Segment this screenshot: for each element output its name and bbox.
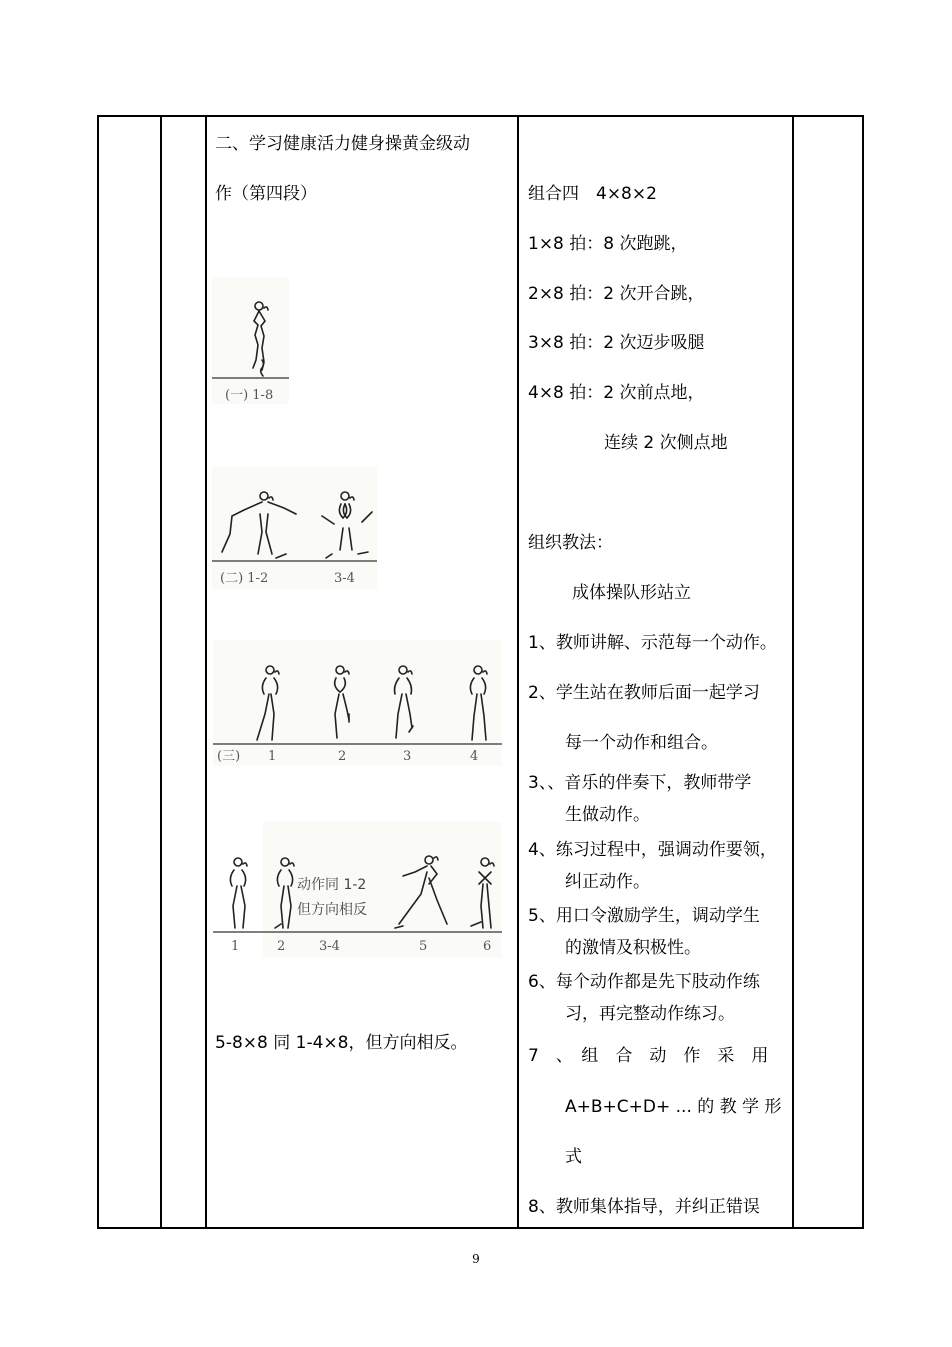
step-2-line1: 2、学生站在教师后面一起学习 [528, 683, 760, 703]
step-3-line2: 生做动作。 [565, 805, 650, 825]
figure-3-beat-3: 3 [403, 749, 412, 764]
table-top-border [97, 115, 864, 117]
combo-title: 组合四 4×8×2 [528, 184, 657, 204]
formation-text: 成体操队形站立 [572, 583, 691, 603]
figure-4-note-line2: 但方向相反 [297, 902, 367, 918]
step-5-line1: 5、用口令激励学生，调动学生 [528, 906, 760, 926]
figure-4-beat-5: 5 [419, 939, 428, 954]
beat-line-4: 4×8 拍：2 次前点地， [528, 383, 705, 403]
beat-line-2: 2×8 拍：2 次开合跳， [528, 284, 705, 304]
figure-4-illustration [213, 822, 502, 958]
closing-note: 5-8×8 同 1-4×8，但方向相反。 [215, 1033, 468, 1053]
figure-2-caption-b: 3-4 [334, 571, 355, 586]
step-6-line2: 习，再完整动作练习。 [565, 1004, 735, 1024]
beat-line-4-cont: 连续 2 次侧点地 [604, 433, 728, 453]
table-col-border-6 [862, 116, 864, 1229]
step-7-line3: 式 [565, 1147, 582, 1167]
table-col-border-3 [205, 116, 207, 1229]
step-7-line1: 7 、 组 合 动 作 采 用 [528, 1046, 769, 1066]
figure-2-illustration [212, 466, 377, 590]
table-col-border-5 [792, 116, 794, 1229]
figure-3-illustration [213, 640, 502, 766]
step-5-line2: 的激情及积极性。 [565, 938, 701, 958]
figure-2-caption-a: (二) 1-2 [220, 571, 269, 586]
figure-3-beat-2: 2 [338, 749, 347, 764]
table-bottom-border [97, 1227, 864, 1229]
figure-3-beat-1: 1 [268, 749, 277, 764]
figure-4-beat-3-4: 3-4 [319, 939, 340, 954]
step-4-line2: 纠正动作。 [565, 872, 650, 892]
figure-1-illustration [212, 278, 289, 404]
figure-3-beat-4: 4 [470, 749, 479, 764]
step-2-line2: 每一个动作和组合。 [565, 733, 718, 753]
step-4-line1: 4、练习过程中，强调动作要领， [528, 840, 777, 860]
section-heading-line2: 作（第四段） [215, 184, 317, 204]
figure-1-caption: (一) 1-8 [225, 388, 274, 403]
figure-4-beat-6: 6 [483, 939, 492, 954]
table-col-border-1 [97, 116, 99, 1229]
step-3-line1: 3、、音乐的伴奏下，教师带学 [528, 773, 752, 793]
beat-line-1: 1×8 拍：8 次跑跳， [528, 234, 688, 254]
figure-4-beat-1: 1 [231, 939, 240, 954]
step-7-line2: A+B+C+D+ ... 的 教 学 形 [565, 1097, 782, 1117]
beat-line-3: 3×8 拍：2 次迈步吸腿 [528, 333, 705, 353]
figure-4-beat-2: 2 [277, 939, 286, 954]
step-8: 8、教师集体指导，并纠正错误 [528, 1197, 760, 1217]
figure-4-note-line1: 动作同 1-2 [297, 877, 367, 893]
section-heading-line1: 二、学习健康活力健身操黄金级动 [215, 134, 470, 154]
step-1: 1、教师讲解、示范每一个动作。 [528, 633, 777, 653]
table-col-border-4 [517, 116, 519, 1229]
org-method-title: 组织教法： [528, 533, 613, 553]
figure-3-caption: (三) [217, 749, 241, 764]
table-col-border-2 [160, 116, 162, 1229]
step-6-line1: 6、每个动作都是先下肢动作练 [528, 972, 760, 992]
page-number: 9 [472, 1252, 480, 1266]
